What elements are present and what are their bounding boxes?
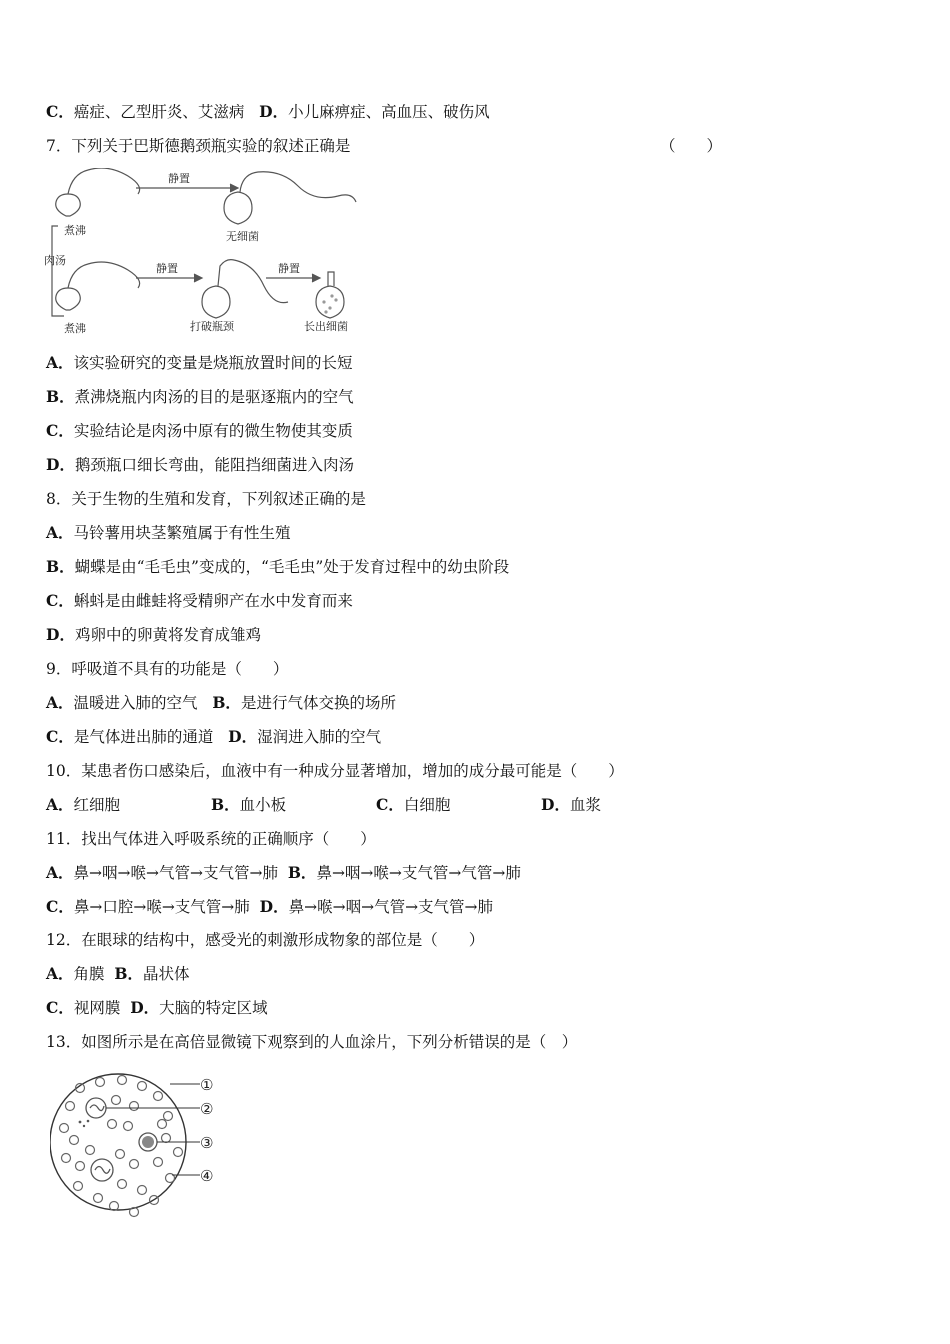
- q7-option-d-label: D．: [46, 455, 75, 474]
- platelet: [83, 1125, 85, 1127]
- q10-option-a: [46, 795, 211, 815]
- q12-stem: 12．在眼球的结构中，感受光的刺激形成物象的部位是（ ）: [46, 931, 485, 949]
- q7-answer-paren: （ ）: [660, 137, 723, 155]
- q9-options-ab: [46, 693, 396, 713]
- q11-option-c-text: 鼻→口腔→喉→支气管→肺: [73, 898, 250, 916]
- q13-blood-smear-figure: [50, 1066, 230, 1218]
- q6-option-c-label: C．: [46, 102, 74, 121]
- q11-option-d-text: 鼻→喉→咽→气管→支气管→肺: [288, 898, 494, 916]
- red-blood-cell: [110, 1202, 119, 1211]
- q7-option-a: [46, 353, 353, 373]
- q7-pasteur-flask-figure: [44, 168, 364, 338]
- platelet: [87, 1120, 90, 1123]
- q7-stem: 7．下列关于巴斯德鹅颈瓶实验的叙述正确是: [46, 137, 351, 155]
- q8-option-d-label: D．: [46, 625, 75, 644]
- q7-option-c: [46, 421, 353, 441]
- q10-stem: 10．某患者伤口感染后，血液中有一种成分显著增加，增加的成分最可能是（ ）: [46, 762, 624, 780]
- red-blood-cell: [130, 1208, 139, 1217]
- q9-options-cd: [46, 727, 381, 747]
- red-blood-cell: [154, 1158, 163, 1167]
- bottom-boiling-flask: [56, 288, 81, 310]
- q11-option-a-label: A．: [46, 863, 74, 882]
- label-boil-bottom: 煮沸: [64, 322, 86, 335]
- q6-option-d-text: 小儿麻痹症、高血压、破伤风: [288, 103, 490, 121]
- q9-option-c-text: 是气体进出肺的通道: [73, 728, 214, 746]
- q11-option-b-label: B．: [287, 863, 317, 882]
- q10-option-c: [376, 795, 541, 815]
- red-blood-cell: [130, 1102, 139, 1111]
- bacteria-flask-neck: [328, 272, 334, 286]
- q6-options-cd: [46, 102, 490, 122]
- q7-option-b: [46, 387, 354, 407]
- red-blood-cell: [164, 1112, 173, 1121]
- q7-option-c-label: C．: [46, 421, 74, 440]
- q8-option-c-label: C．: [46, 591, 74, 610]
- q12-option-d-text: 大脑的特定区域: [159, 999, 268, 1017]
- q11-stem: 11．找出气体进入呼吸系统的正确顺序（ ）: [46, 830, 376, 848]
- q6-option-c-text: 癌症、乙型肝炎、艾滋病: [73, 103, 245, 121]
- red-blood-cell: [118, 1076, 127, 1085]
- q9-option-d-label: D．: [228, 727, 258, 746]
- q7-option-a-label: A．: [46, 353, 74, 372]
- red-blood-cell: [116, 1150, 125, 1159]
- red-blood-cell: [162, 1134, 171, 1143]
- bacteria-dot: [330, 294, 333, 297]
- bacteria-flask: [316, 286, 344, 318]
- q10-option-d: [541, 795, 706, 815]
- bacteria-dot: [328, 306, 331, 309]
- lymphocyte-nucleus: [142, 1136, 154, 1148]
- q12-option-a-label: A．: [46, 964, 74, 983]
- q11-options-cd: [46, 897, 493, 917]
- red-blood-cell: [76, 1162, 85, 1171]
- q11-option-d-label: D．: [259, 897, 289, 916]
- q7-option-d-text: 鹅颈瓶口细长弯曲，能阻挡细菌进入肉汤: [74, 456, 354, 474]
- bacteria-dot: [322, 300, 325, 303]
- bottom-arrow2-head: [312, 274, 320, 282]
- q12-options-ab: [46, 964, 190, 984]
- q10-option-d-text: 血浆: [569, 796, 601, 814]
- q10-option-c-label: C．: [376, 795, 404, 814]
- red-blood-cell: [158, 1120, 167, 1129]
- broth-bracket: [52, 226, 64, 316]
- bottom-boiling-flask-neck: [68, 262, 140, 288]
- q6-option-d-label: D．: [259, 102, 289, 121]
- label-rest-bottom-1: 静置: [156, 262, 178, 275]
- q12-option-b-text: 晶状体: [143, 965, 190, 983]
- top-arrow-head: [230, 184, 238, 192]
- white-blood-cell-nucleus: [95, 1167, 110, 1174]
- q10-option-c-text: 白细胞: [403, 796, 451, 814]
- q8-option-a-text: 马铃薯用块茎繁殖属于有性生殖: [73, 524, 291, 542]
- q12-option-d-label: D．: [130, 998, 160, 1017]
- red-blood-cell: [154, 1092, 163, 1101]
- red-blood-cell: [62, 1154, 71, 1163]
- q7-option-b-text: 煮沸烧瓶内肉汤的目的是驱逐瓶内的空气: [74, 388, 354, 406]
- q8-option-d: [46, 625, 261, 645]
- label-rest-top: 静置: [168, 172, 190, 185]
- broken-neck-flask: [202, 286, 230, 318]
- q12-options-cd: [46, 998, 268, 1018]
- q11-option-b-text: 鼻→咽→喉→支气管→气管→肺: [316, 864, 521, 882]
- q9-option-b-label: B．: [212, 693, 241, 712]
- red-blood-cell: [138, 1082, 147, 1091]
- q10-option-b: [211, 795, 376, 815]
- q9-option-c-label: C．: [46, 727, 74, 746]
- marker-3: ③: [200, 1134, 214, 1152]
- white-blood-cell-nucleus: [90, 1105, 104, 1111]
- q7-option-b-label: B．: [46, 387, 75, 406]
- q8-option-a-label: A．: [46, 523, 74, 542]
- q10-options: [46, 795, 706, 815]
- q8-option-c-text: 蝌蚪是由雌蛙将受精卵产在水中发育而来: [73, 592, 353, 610]
- q12-option-c-text: 视网膜: [73, 999, 121, 1017]
- top-result-flask-neck: [240, 172, 356, 202]
- q10-option-b-label: B．: [211, 795, 240, 814]
- label-bacteria-grow: 长出细菌: [304, 320, 348, 333]
- label-boil-top: 煮沸: [64, 224, 86, 237]
- q12-option-c-label: C．: [46, 998, 74, 1017]
- red-blood-cell: [108, 1120, 117, 1129]
- label-broth: 肉汤: [44, 254, 66, 267]
- q10-option-a-label: A．: [46, 795, 74, 814]
- q8-stem: 8．关于生物的生殖和发育，下列叙述正确的是: [46, 490, 366, 508]
- q8-option-a: [46, 523, 291, 543]
- q13-stem: 13．如图所示是在高倍显微镜下观察到的人血涂片，下列分析错误的是（ ）: [46, 1033, 578, 1051]
- red-blood-cell: [70, 1136, 79, 1145]
- bacteria-dot: [324, 310, 327, 313]
- q8-option-b-text: 蝴蝶是由“毛毛虫”变成的，“毛毛虫”处于发育过程中的幼虫阶段: [74, 558, 510, 576]
- marker-4: ④: [200, 1167, 214, 1185]
- bacteria-dot: [334, 298, 337, 301]
- red-blood-cell: [94, 1194, 103, 1203]
- q7-option-a-text: 该实验研究的变量是烧瓶放置时间的长短: [73, 354, 353, 372]
- red-blood-cell: [174, 1148, 183, 1157]
- q7-option-d: [46, 455, 354, 475]
- red-blood-cell: [112, 1096, 121, 1105]
- q9-option-b-text: 是进行气体交换的场所: [240, 694, 396, 712]
- label-rest-bottom-2: 静置: [278, 262, 300, 275]
- label-break-neck: 打破瓶颈: [190, 320, 234, 333]
- q11-option-c-label: C．: [46, 897, 74, 916]
- q8-option-c: [46, 591, 353, 611]
- red-blood-cell: [96, 1078, 105, 1087]
- q10-option-b-text: 血小板: [239, 796, 287, 814]
- red-blood-cell: [130, 1160, 139, 1169]
- q9-stem: 9．呼吸道不具有的功能是（ ）: [46, 660, 289, 678]
- q7-option-c-text: 实验结论是肉汤中原有的微生物使其变质: [73, 422, 353, 440]
- q9-option-d-text: 湿润进入肺的空气: [257, 728, 382, 746]
- red-blood-cell: [124, 1122, 133, 1131]
- red-blood-cell: [74, 1182, 83, 1191]
- q9-option-a-label: A．: [46, 693, 74, 712]
- top-result-flask: [224, 192, 252, 224]
- top-boiling-flask: [56, 194, 81, 216]
- q12-option-b-label: B．: [114, 964, 144, 983]
- marker-2: ②: [200, 1100, 214, 1118]
- q8-option-b-label: B．: [46, 557, 75, 576]
- red-blood-cell: [86, 1146, 95, 1155]
- q8-option-b: [46, 557, 509, 577]
- q10-option-a-text: 红细胞: [73, 796, 121, 814]
- red-blood-cell: [66, 1102, 75, 1111]
- top-boiling-flask-neck: [68, 168, 140, 194]
- red-blood-cell: [118, 1180, 127, 1189]
- q11-options-ab: [46, 863, 521, 883]
- platelet: [79, 1121, 82, 1124]
- q9-option-a-text: 温暖进入肺的空气: [73, 694, 198, 712]
- q12-option-a-text: 角膜: [73, 965, 105, 983]
- label-no-bacteria: 无细菌: [226, 230, 259, 243]
- red-blood-cell: [60, 1124, 69, 1133]
- q10-option-d-label: D．: [541, 795, 570, 814]
- red-blood-cell: [138, 1186, 147, 1195]
- marker-1: ①: [200, 1076, 214, 1094]
- q11-option-a-text: 鼻→咽→喉→气管→支气管→肺: [73, 864, 278, 882]
- q8-option-d-text: 鸡卵中的卵黄将发育成雏鸡: [74, 626, 261, 644]
- bottom-arrow1-head: [194, 274, 202, 282]
